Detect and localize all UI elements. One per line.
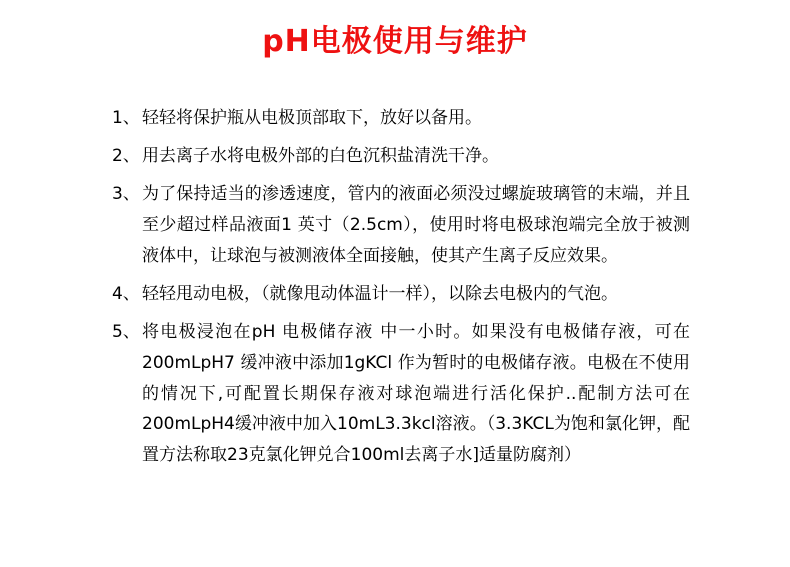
list-item-text: 用去离子水将电极外部的白色沉积盐清洗干净。	[142, 145, 499, 166]
list-item	[112, 279, 690, 310]
page-title: pH电极使用与维护	[262, 24, 528, 59]
document-page	[0, 22, 790, 567]
list-item-text: 轻轻将保护瓶从电极顶部取下，放好以备用。	[142, 108, 482, 128]
list-item-marker: 1、	[112, 108, 140, 128]
list-item	[112, 317, 690, 472]
list-item-text: 为了保持适当的渗透速度，管内的液面必须没过螺旋玻璃管的末端，并且至少超过样品液面1 英寸（2.5cm），使用时将电极球泡端完全放于被测液体中，让球泡与被测液体全面接触，使其产生离子反应效果。	[142, 183, 690, 266]
list-item-marker: 2、	[112, 145, 140, 166]
list-item-marker: 4、	[112, 283, 140, 304]
list-item-text: 将电极浸泡在pH 电极储存液 中一小时。如果没有电极储存液，可在200mLpH7 缓冲液中添加1gKCl 作为暂时的电极储存液。电极在不使用的情况下,可配置长期保存液对球泡端进行活化保护..配制方法可在200mLpH4缓冲液中加入10mL3.3kcl溶液。（3.3KCL为饱和氯化钾，配置方法称取23克氯化钾兑合100ml去离子水]适量防腐剂）	[142, 321, 690, 466]
instruction-list	[0, 103, 790, 471]
list-item	[112, 141, 690, 172]
list-item-marker: 5、	[112, 321, 140, 342]
list-item-marker: 3、	[112, 183, 140, 204]
list-item	[112, 179, 690, 272]
list-item	[112, 103, 690, 134]
list-item-text: 轻轻甩动电极，（就像甩动体温计一样），以除去电极内的气泡。	[142, 283, 618, 304]
